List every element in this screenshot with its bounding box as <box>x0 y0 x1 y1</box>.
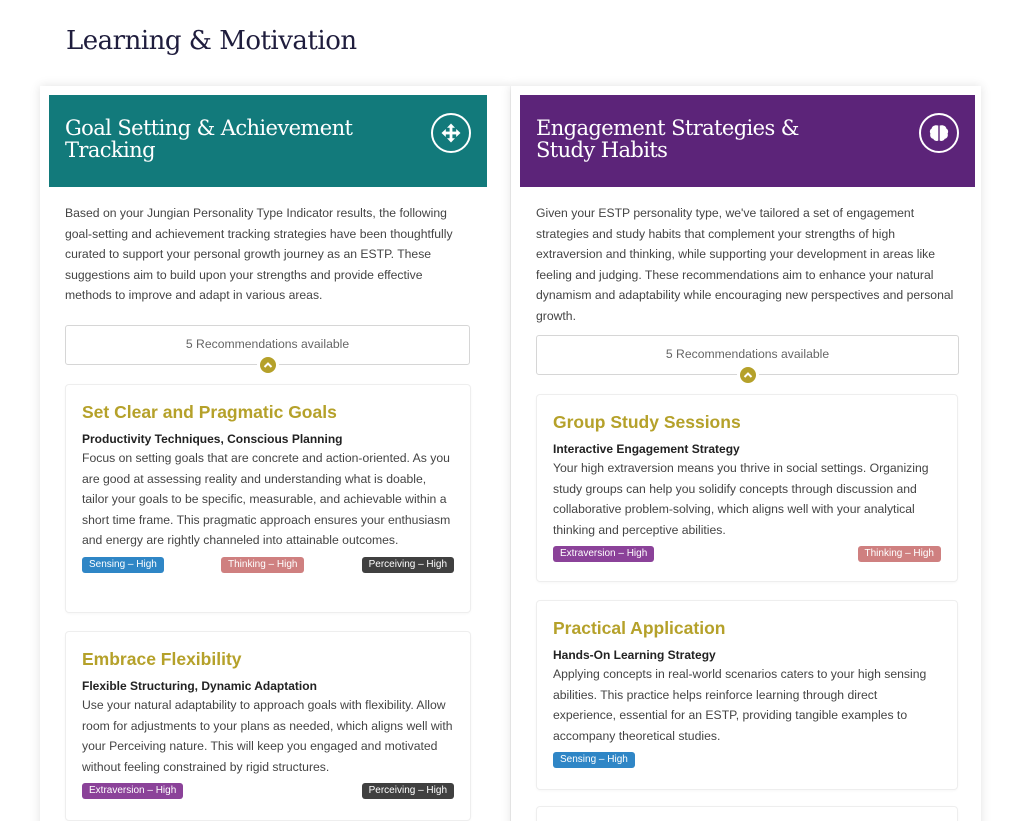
card-subtitle: Hands-On Learning Strategy <box>553 648 716 662</box>
page-title: Learning & Motivation <box>66 26 357 56</box>
card-body: Your high extraversion means you thrive in social settings. Organizing study groups can help you solidify concepts through discussion and collaborative problem-solving, which aligns well with your analytical thinking and perceptive abilities. <box>553 461 929 537</box>
card-subtitle: Flexible Structuring, Dynamic Adaptation <box>82 679 317 693</box>
card-title: Group Study Sessions <box>553 412 741 432</box>
recommendations-toggle[interactable] <box>536 335 959 375</box>
tag-extraversion: Extraversion – High <box>553 546 654 562</box>
tag-sensing: Sensing – High <box>553 752 635 768</box>
panel-header <box>520 95 975 187</box>
card-body: Applying concepts in real-world scenarios caters to your high sensing abilities. This practice helps reinforce learning through direct experience, essential for an ESTP, providing tangible examples to accompany theoretical studies. <box>553 667 927 743</box>
recommendations-toggle[interactable] <box>65 325 470 365</box>
recommendations-count: 5 Recommendations available <box>185 337 350 351</box>
chevron-up-icon[interactable] <box>740 367 756 383</box>
panel-header <box>49 95 487 187</box>
tag-perceiving: Perceiving – High <box>362 557 454 573</box>
card-body: Use your natural adaptability to approach goals with flexibility. Allow room for adjustments to your plans as needed, which aligns well with your Perceiving nature. This will keep you engaged and motivated without feeling constrained by rigid structures. <box>82 698 453 774</box>
card-title: Set Clear and Pragmatic Goals <box>82 402 337 422</box>
recommendations-count: 5 Recommendations available <box>665 347 830 361</box>
tag-extraversion: Extraversion – High <box>82 783 183 799</box>
recommendation-card <box>536 600 958 790</box>
panel-intro: Based on your Jungian Personality Type Indicator results, the following goal-setting and achievement tracking strategies have been thoughtfully curated to support your personal growth journey as an ESTP. These suggestions aim to build upon your strengths and provide effective methods to improve and adapt in various areas. <box>65 206 453 302</box>
chevron-up-icon[interactable] <box>260 357 276 373</box>
tag-list <box>553 546 941 563</box>
tag-thinking: Thinking – High <box>221 557 304 573</box>
recommendation-card <box>65 384 471 613</box>
recommendation-card <box>65 631 471 821</box>
engagement-strategies-panel <box>511 86 981 821</box>
panel-title: Goal Setting & Achievement Tracking <box>65 116 353 162</box>
tag-list <box>553 752 941 769</box>
move-arrows-icon[interactable] <box>431 113 471 153</box>
tag-thinking: Thinking – High <box>858 546 941 562</box>
card-title: Embrace Flexibility <box>82 649 242 669</box>
card-subtitle: Productivity Techniques, Conscious Planning <box>82 432 343 446</box>
panel-intro: Given your ESTP personality type, we've tailored a set of engagement strategies and study habits that complement your strengths of high extraversion and thinking, while supporting your development in areas like feeling and judging. These recommendations aim to enhance your natural dynamism and adaptability while encouraging new perspectives and personal growth. <box>536 206 954 323</box>
card-body: Focus on setting goals that are concrete and action-oriented. As you are good at assessing reality and understanding what is doable, tailor your goals to be specific, measurable, and achievable within a short time frame. This pragmatic approach ensures your enthusiasm and energy are rightly channeled into attainable outcomes. <box>82 451 451 547</box>
card-subtitle: Interactive Engagement Strategy <box>553 442 740 456</box>
tag-list <box>82 557 454 574</box>
recommendation-card <box>536 394 958 582</box>
tag-perceiving: Perceiving – High <box>362 783 454 799</box>
card-title: Practical Application <box>553 618 726 638</box>
panel-title: Engagement Strategies & Study Habits <box>536 116 799 162</box>
tag-sensing: Sensing – High <box>82 557 164 573</box>
brain-icon[interactable] <box>919 113 959 153</box>
goal-setting-panel <box>40 86 510 821</box>
tag-list <box>82 783 454 800</box>
recommendation-card <box>536 806 958 821</box>
